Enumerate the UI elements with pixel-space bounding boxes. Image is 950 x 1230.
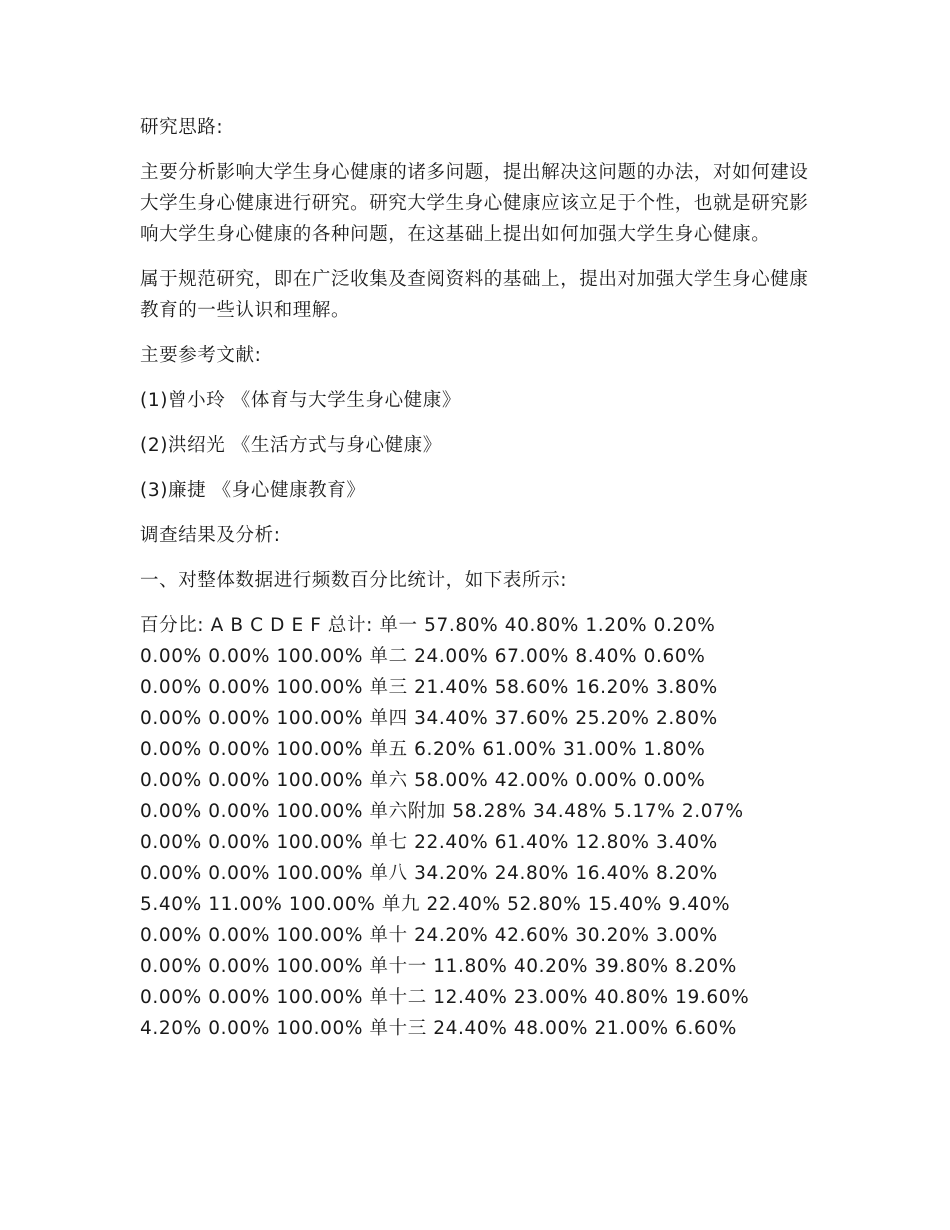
section-one-intro: 一、对整体数据进行频数百分比统计，如下表所示: xyxy=(140,570,568,591)
data-line: 0.00% 0.00% 100.00% 单十一 11.80% 40.20% 39.80% 8.20% xyxy=(140,956,737,977)
reference-item: (2)洪绍光 《生活方式与身心健康》 xyxy=(140,435,442,456)
data-line: 0.00% 0.00% 100.00% 单六 58.00% 42.00% 0.00% 0.00% xyxy=(140,770,706,791)
data-line: 0.00% 0.00% 100.00% 单五 6.20% 61.00% 31.00% 1.80% xyxy=(140,739,706,760)
data-line: 4.20% 0.00% 100.00% 单十三 24.40% 48.00% 21.00% 6.60% xyxy=(140,1018,737,1039)
document-page xyxy=(140,112,812,1044)
heading-results: 调查结果及分析: xyxy=(140,525,281,546)
paragraph-method: 属于规范研究，即在广泛收集及查阅资料的基础上，提出对加强大学生身心健康教育的一些认识和理解。 xyxy=(140,269,809,321)
reference-item: (3)廉捷 《身心健康教育》 xyxy=(140,480,366,501)
data-line: 5.40% 11.00% 100.00% 单九 22.40% 52.80% 15.40% 9.40% xyxy=(140,894,731,915)
data-line: 0.00% 0.00% 100.00% 单二 24.00% 67.00% 8.40% 0.60% xyxy=(140,646,706,667)
data-line: 百分比: A B C D E F 总计: 单一 57.80% 40.80% 1.20% 0.20% xyxy=(140,615,716,636)
heading-research-approach: 研究思路: xyxy=(140,117,224,138)
heading-references: 主要参考文献: xyxy=(140,345,262,366)
data-line: 0.00% 0.00% 100.00% 单十二 12.40% 23.00% 40.80% 19.60% xyxy=(140,987,750,1008)
reference-item: (1)曾小玲 《体育与大学生身心健康》 xyxy=(140,390,461,411)
data-line: 0.00% 0.00% 100.00% 单七 22.40% 61.40% 12.80% 3.40% xyxy=(140,832,718,853)
percentage-data-block xyxy=(140,610,812,1044)
data-line: 0.00% 0.00% 100.00% 单六附加 58.28% 34.48% 5.17% 2.07% xyxy=(140,801,744,822)
paragraph-approach: 主要分析影响大学生身心健康的诸多问题，提出解决这问题的办法，对如何建设大学生身心健康进行研究。研究大学生身心健康应该立足于个性，也就是研究影响大学生身心健康的各种问题，在这基础上提出如何加强大学生身心健康。 xyxy=(140,162,809,245)
data-line: 0.00% 0.00% 100.00% 单十 24.20% 42.60% 30.20% 3.00% xyxy=(140,925,718,946)
data-line: 0.00% 0.00% 100.00% 单三 21.40% 58.60% 16.20% 3.80% xyxy=(140,677,718,698)
data-line: 0.00% 0.00% 100.00% 单四 34.40% 37.60% 25.20% 2.80% xyxy=(140,708,718,729)
data-line: 0.00% 0.00% 100.00% 单八 34.20% 24.80% 16.40% 8.20% xyxy=(140,863,718,884)
